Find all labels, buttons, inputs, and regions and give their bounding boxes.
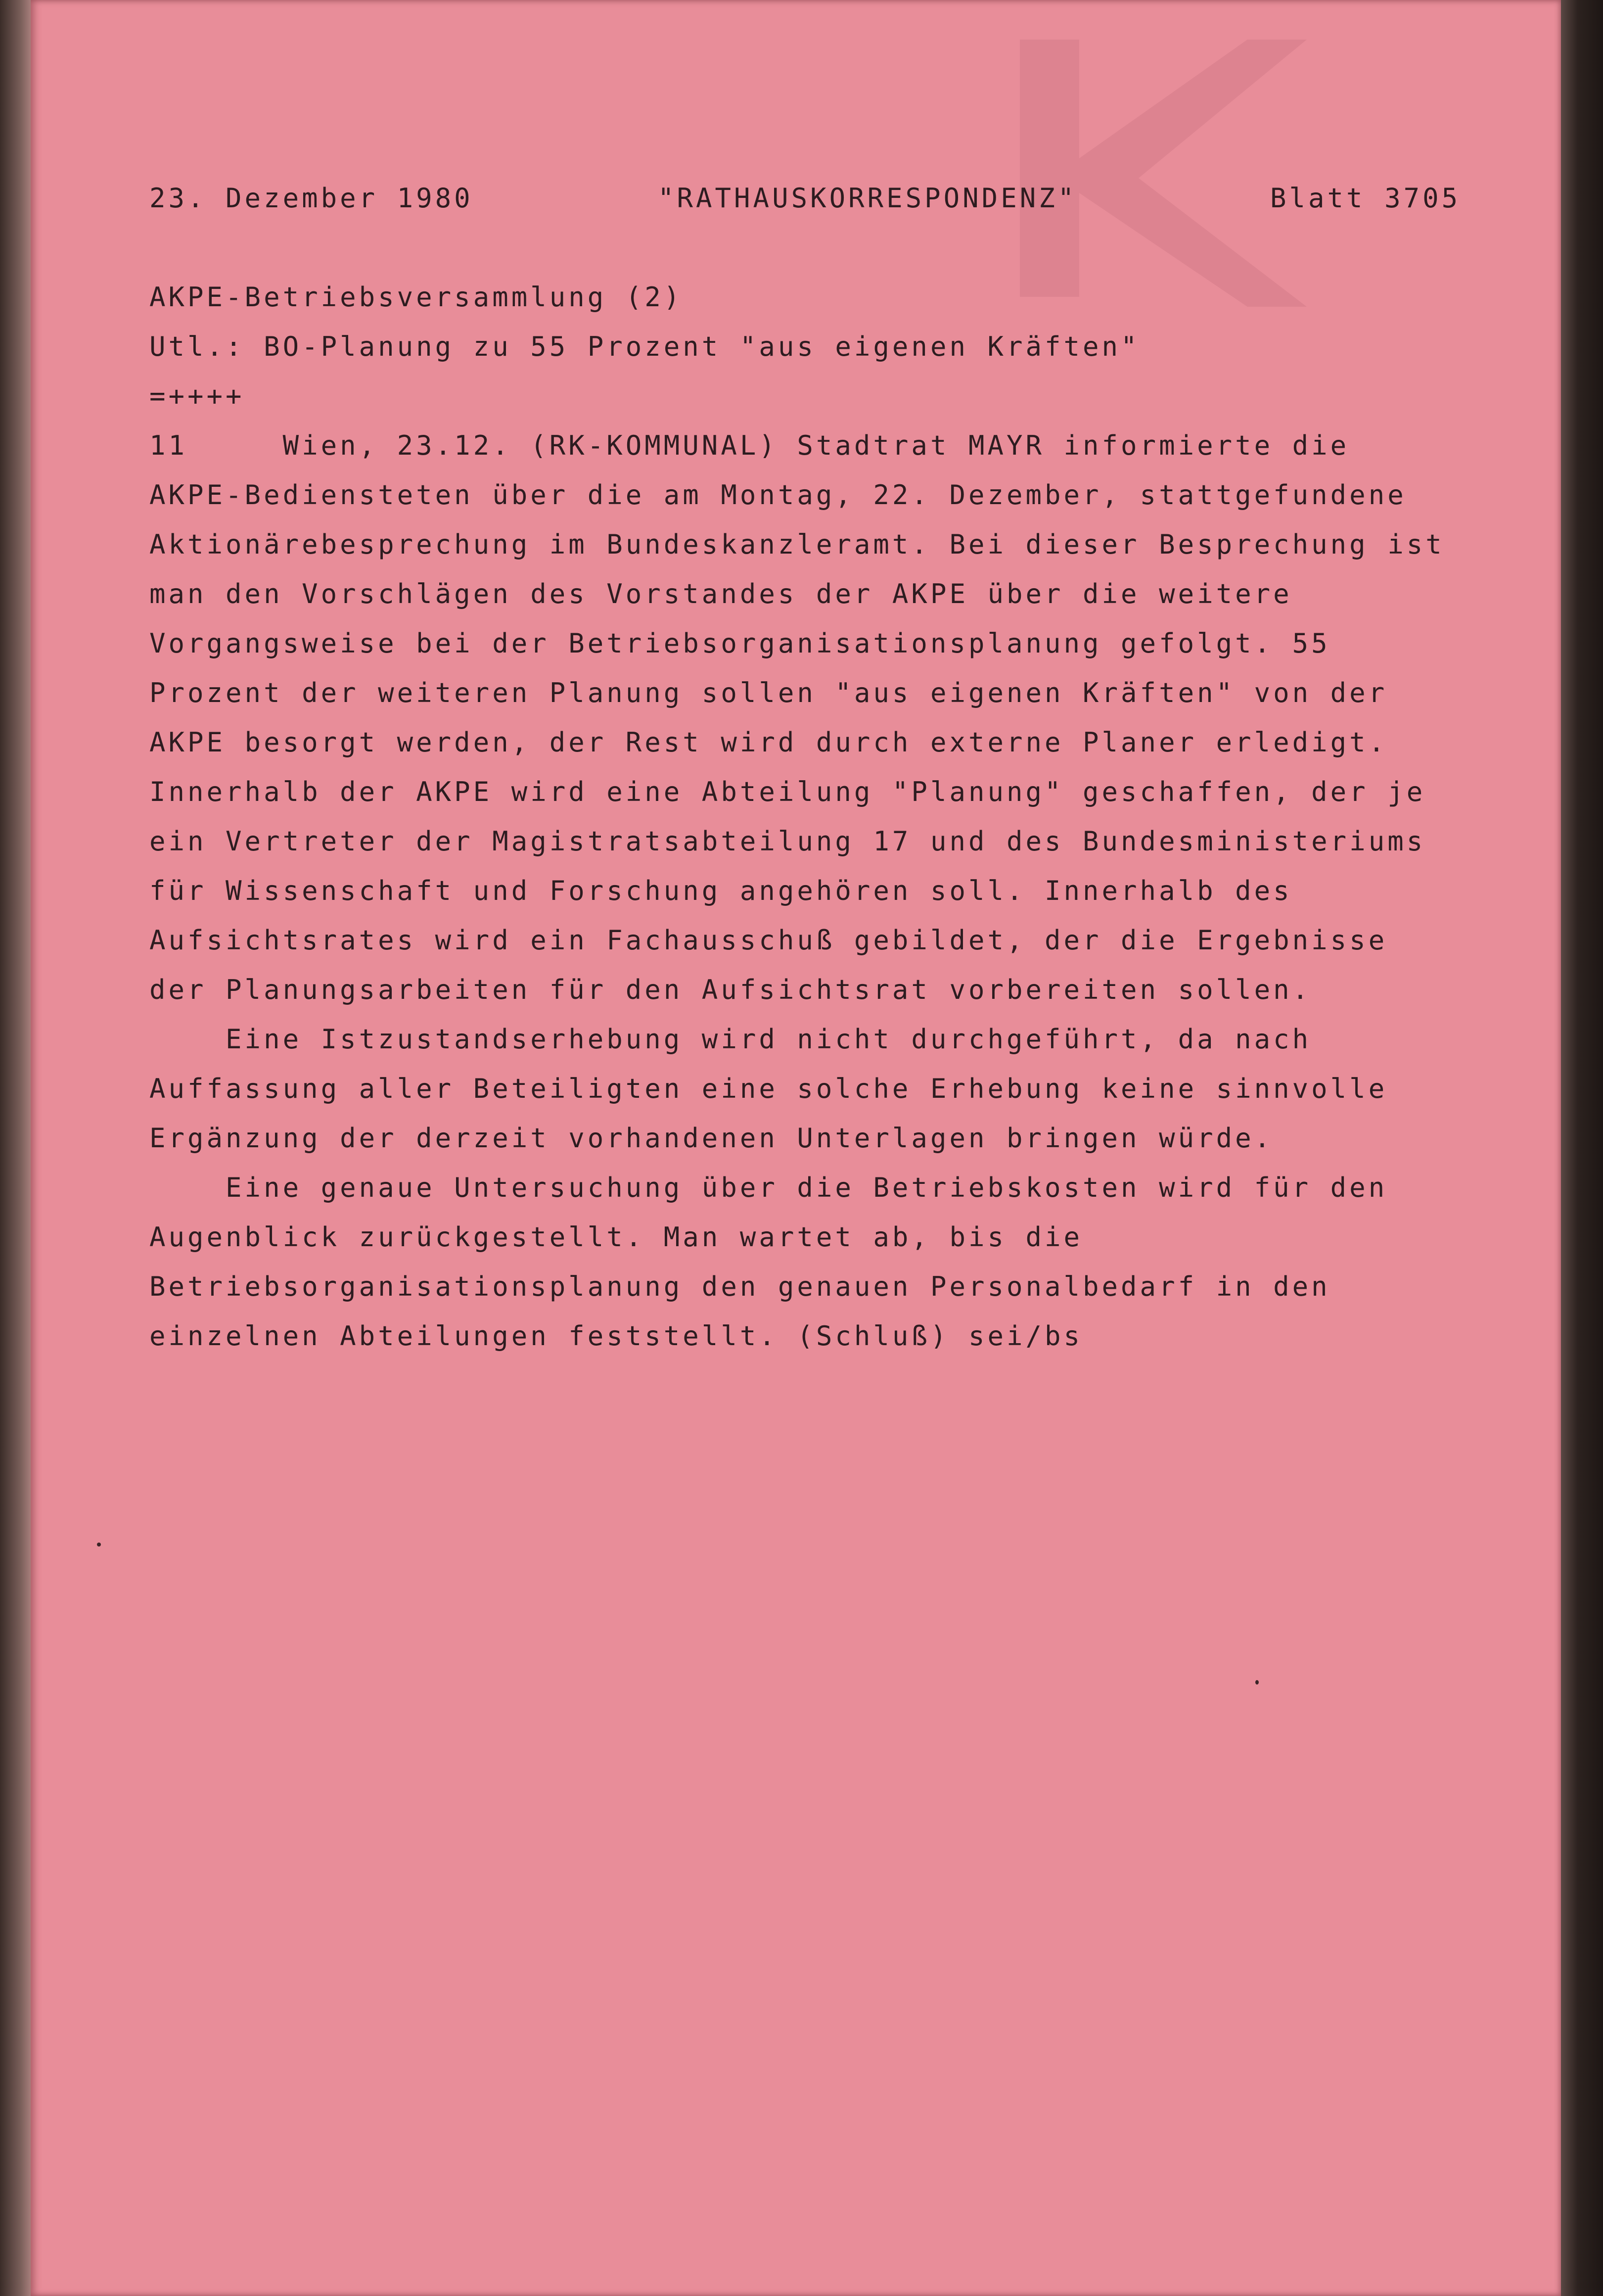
header-sheet-number: Blatt 3705 — [1270, 183, 1461, 214]
body-line: 11 Wien, 23.12. (RK-KOMMUNAL) Stadtrat MAYR informierte die — [149, 430, 1350, 461]
body-line: AKPE-Bediensteten über die am Montag, 22. Dezember, stattgefundene — [149, 479, 1407, 511]
left-page-edge — [0, 0, 35, 2296]
header-date: 23. Dezember 1980 — [149, 183, 473, 214]
body-line: Eine genaue Untersuchung über die Betriebskosten wird für den — [149, 1172, 1388, 1203]
body-line: Vorgangsweise bei der Betriebsorganisationsplanung gefolgt. 55 — [149, 628, 1330, 659]
dust-speck — [1255, 1680, 1259, 1685]
body-line: man den Vorschlägen des Vorstandes der AKPE über die weitere — [149, 578, 1292, 609]
body-line: Betriebsorganisationsplanung den genauen Personalbedarf in den — [149, 1271, 1330, 1302]
body-line: Ergänzung der derzeit vorhandenen Unterlagen bringen würde. — [149, 1123, 1274, 1154]
body-line: Aufsichtsrates wird ein Fachausschuß gebildet, der die Ergebnisse — [149, 925, 1388, 956]
body-line: für Wissenschaft und Forschung angehören soll. Innerhalb des — [149, 875, 1292, 906]
article-separator: =++++ — [149, 380, 245, 412]
body-line: der Planungsarbeiten für den Aufsichtsrat vorbereiten sollen. — [149, 974, 1312, 1005]
body-line: Augenblick zurückgestellt. Man wartet ab, bis die — [149, 1221, 1083, 1253]
right-binding-edge — [1561, 0, 1603, 2296]
body-line: Prozent der weiteren Planung sollen "aus eigenen Kräften" von der — [149, 677, 1388, 708]
header-publication: "RATHAUSKORRESPONDENZ" — [658, 183, 1077, 214]
body-line: Auffassung aller Beteiligten eine solche Erhebung keine sinnvolle — [149, 1073, 1388, 1104]
body-line: Innerhalb der AKPE wird eine Abteilung "Planung" geschaffen, der je — [149, 776, 1426, 807]
article-headline: AKPE-Betriebsversammlung (2) — [149, 281, 683, 313]
dust-speck — [97, 1543, 101, 1546]
article-subheadline: Utl.: BO-Planung zu 55 Prozent "aus eigenen Kräften" — [149, 331, 1140, 362]
bleed-through-logo — [990, 30, 1336, 327]
body-line: AKPE besorgt werden, der Rest wird durch externe Planer erledigt. — [149, 727, 1388, 758]
body-line: einzelnen Abteilungen feststellt. (Schluß) sei/bs — [149, 1320, 1083, 1352]
body-line: ein Vertreter der Magistratsabteilung 17 und des Bundesministeriums — [149, 826, 1426, 857]
body-line: Eine Istzustandserhebung wird nicht durchgeführt, da nach — [149, 1024, 1312, 1055]
body-line: Aktionärebesprechung im Bundeskanzleramt. Bei dieser Besprechung ist — [149, 529, 1445, 560]
